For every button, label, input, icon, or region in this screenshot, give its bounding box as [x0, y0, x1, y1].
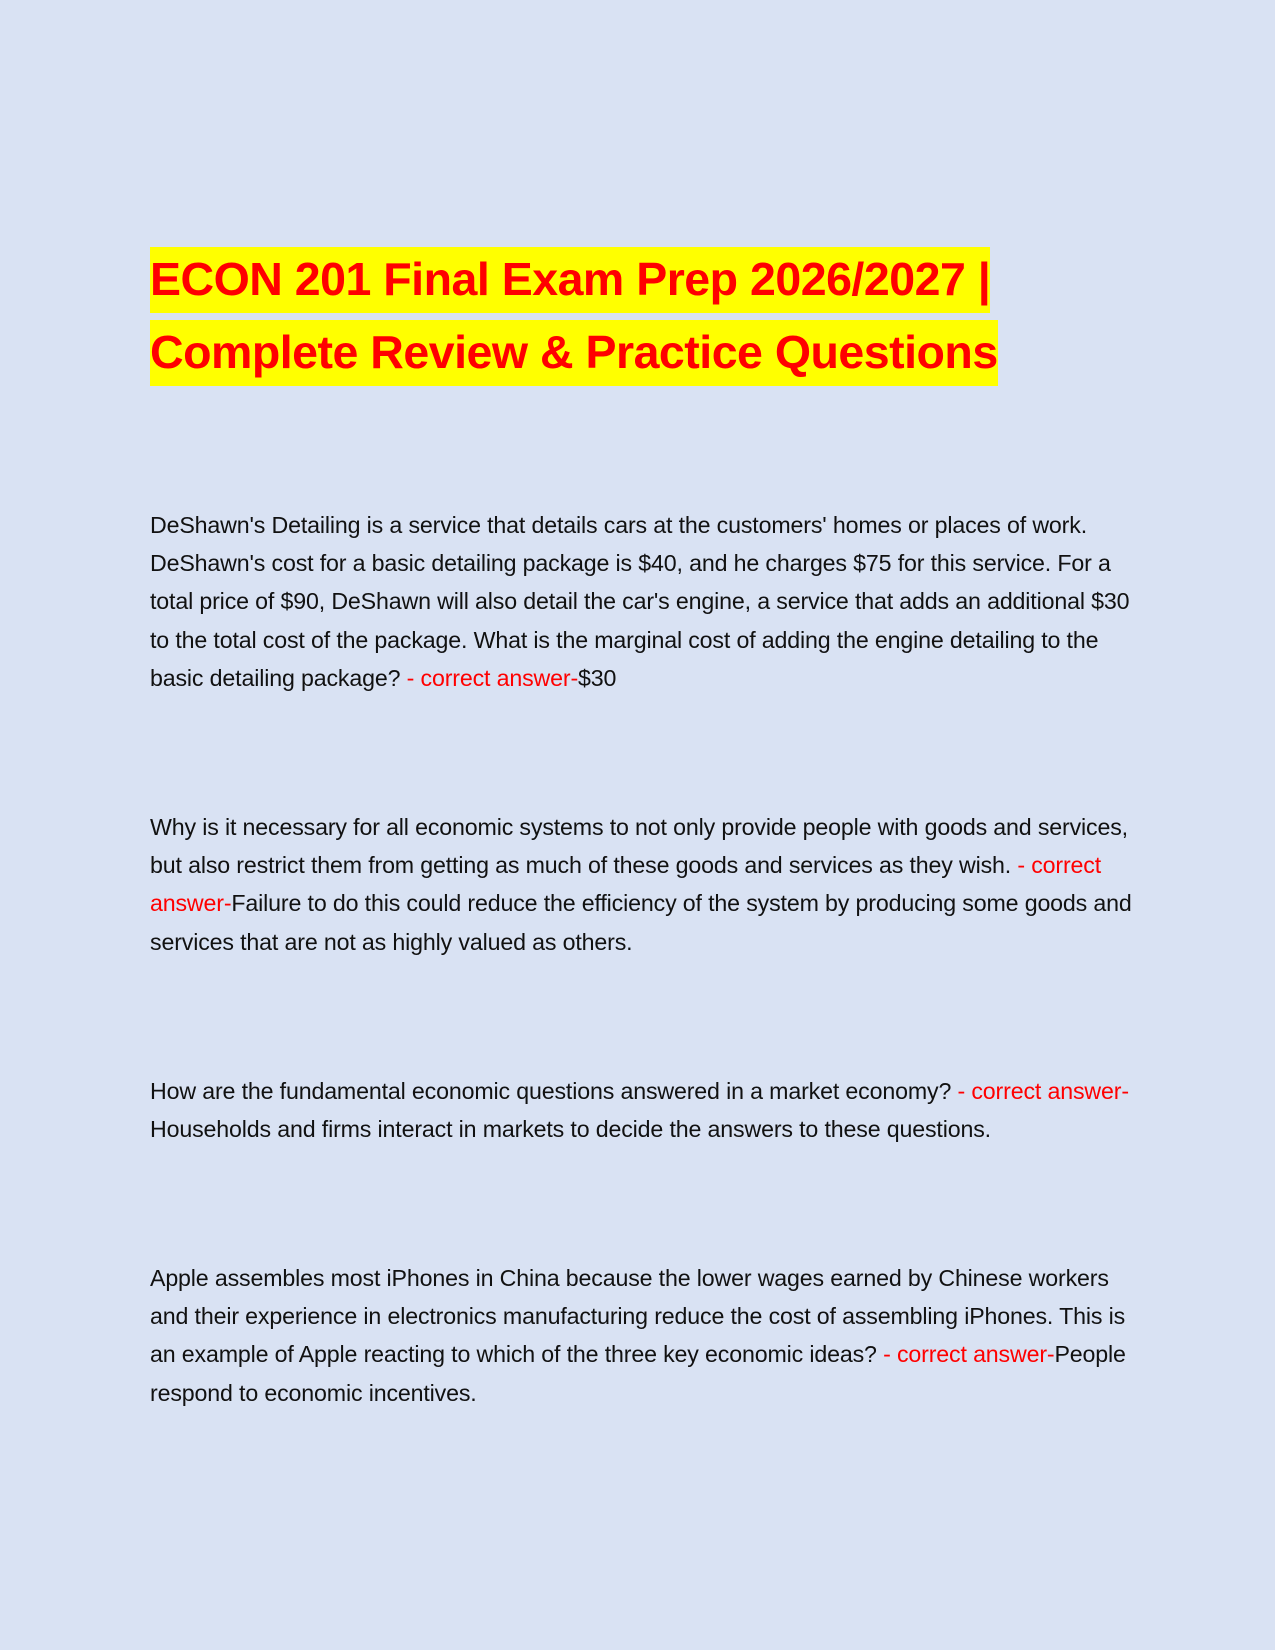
question-text: Why is it necessary for all economic systems to not only provide people with goods and services, but also restrict them from getting as much of these goods and services as they wish.: [150, 814, 1128, 879]
title-line-2: Complete Review & Practice Questions: [150, 320, 998, 386]
qa-item: [150, 1072, 1140, 1148]
qa-item: [150, 506, 1140, 697]
question-text: DeShawn's Detailing is a service that details cars at the customers' homes or places of work. DeShawn's cost for a basic detailing package is $40, and he charges $75 for this service. For a total price of $90, DeShawn will also detail the car's engine, a service that adds an additional $30 to the total cost of the package. What is the marginal cost of adding the engine detailing to the basic detailing package?: [150, 512, 1130, 691]
answer-label: - correct answer-: [406, 664, 579, 691]
answer-text: Households and firms interact in markets to decide the answers to these questions.: [150, 1116, 991, 1143]
qa-item: [150, 808, 1140, 961]
answer-text: Failure to do this could reduce the efficiency of the system by producing some goods and services that are not as highly valued as others.: [150, 890, 1132, 955]
answer-label: - correct answer-: [883, 1341, 1055, 1368]
answer-label: - correct answer-: [150, 852, 1102, 917]
answer-text: People respond to economic incentives.: [150, 1341, 1126, 1406]
question-text: How are the fundamental economic questions answered in a market economy?: [150, 1078, 958, 1104]
answer-label: - correct answer-: [957, 1078, 1129, 1104]
document-header: [150, 243, 1130, 389]
title-line-1: ECON 201 Final Exam Prep 2026/2027 |: [150, 247, 990, 313]
document-title: [150, 243, 1130, 389]
qa-item: [150, 1259, 1140, 1412]
answer-text: $30: [578, 664, 617, 691]
question-text: Apple assembles most iPhones in China because the lower wages earned by Chinese workers and their experience in electronics manufacturing reduce the cost of assembling iPhones. This is an example of Apple reacting to which of the three key economic ideas?: [150, 1265, 1126, 1368]
